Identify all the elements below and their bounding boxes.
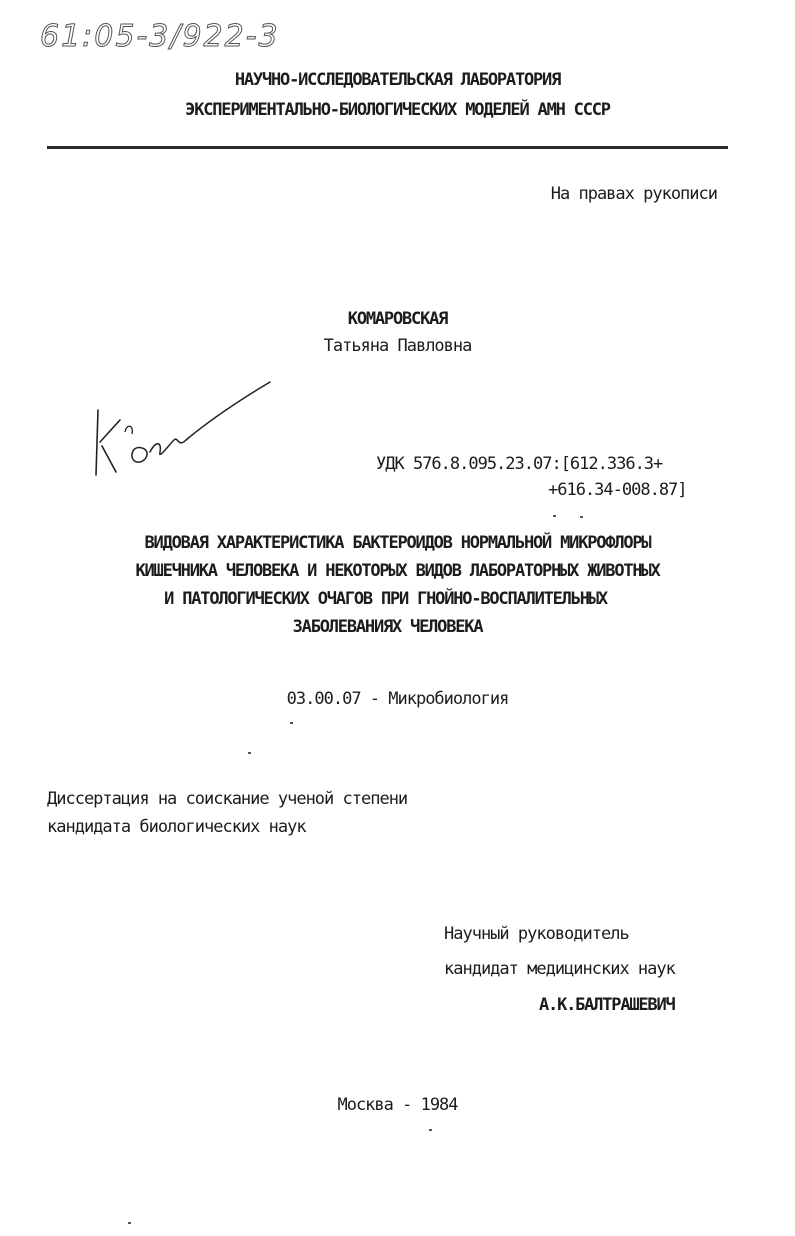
dissertation-line-2: кандидата биологических наук	[47, 817, 306, 837]
supervisor-name: А.К.БАЛТРАШЕВИЧ	[539, 995, 675, 1015]
scan-speck	[553, 515, 556, 517]
institution-line-1: НАУЧНО-ИССЛЕДОВАТЕЛЬСКАЯ ЛАБОРАТОРИЯ	[234, 70, 561, 90]
city-year: Москва - 1984	[337, 1095, 458, 1115]
author-given-names: Татьяна Павловна	[323, 336, 472, 356]
title-line-1: ВИДОВАЯ ХАРАКТЕРИСТИКА БАКТЕРОИДОВ НОРМАЛЬНОЙ МИКРОФЛОРЫ	[144, 533, 651, 553]
supervisor-role: Научный руководитель	[444, 924, 629, 944]
manuscript-rights-note: На правах рукописи	[550, 184, 717, 204]
author-surname: КОМАРОВСКАЯ	[347, 309, 448, 329]
scan-speck	[429, 1129, 432, 1131]
udk-line-2: +616.34-008.87]	[548, 480, 687, 500]
specialty-code: 03.00.07 - Микробиология	[286, 689, 509, 709]
scan-speck	[580, 516, 583, 518]
title-line-2: КИШЕЧНИКА ЧЕЛОВЕКА И НЕКОТОРЫХ ВИДОВ ЛАБОРАТОРНЫХ ЖИВОТНЫХ	[135, 561, 660, 581]
udk-line-1: УДК 576.8.095.23.07:[612.336.3+	[376, 454, 663, 474]
scan-speck	[128, 1222, 131, 1224]
svg-text:61:05-3/922-3: 61:05-3/922-3	[40, 19, 280, 54]
title-line-4: ЗАБОЛЕВАНИЯХ ЧЕЛОВЕКА	[292, 617, 483, 637]
handwritten-archive-number	[40, 8, 340, 58]
dissertation-line-1: Диссертация на соискание ученой степени	[47, 789, 408, 809]
author-signature	[90, 380, 280, 490]
title-line-3: И ПАТОЛОГИЧЕСКИХ ОЧАГОВ ПРИ ГНОЙНО-ВОСПАЛИТЕЛЬНЫХ	[164, 589, 607, 609]
header-divider	[47, 146, 728, 149]
supervisor-degree: кандидат медицинских наук	[444, 959, 675, 979]
scan-speck	[290, 722, 293, 724]
scan-speck	[248, 752, 251, 754]
institution-line-2: ЭКСПЕРИМЕНТАЛЬНО-БИОЛОГИЧЕСКИХ МОДЕЛЕЙ АМН СССР	[185, 100, 610, 120]
